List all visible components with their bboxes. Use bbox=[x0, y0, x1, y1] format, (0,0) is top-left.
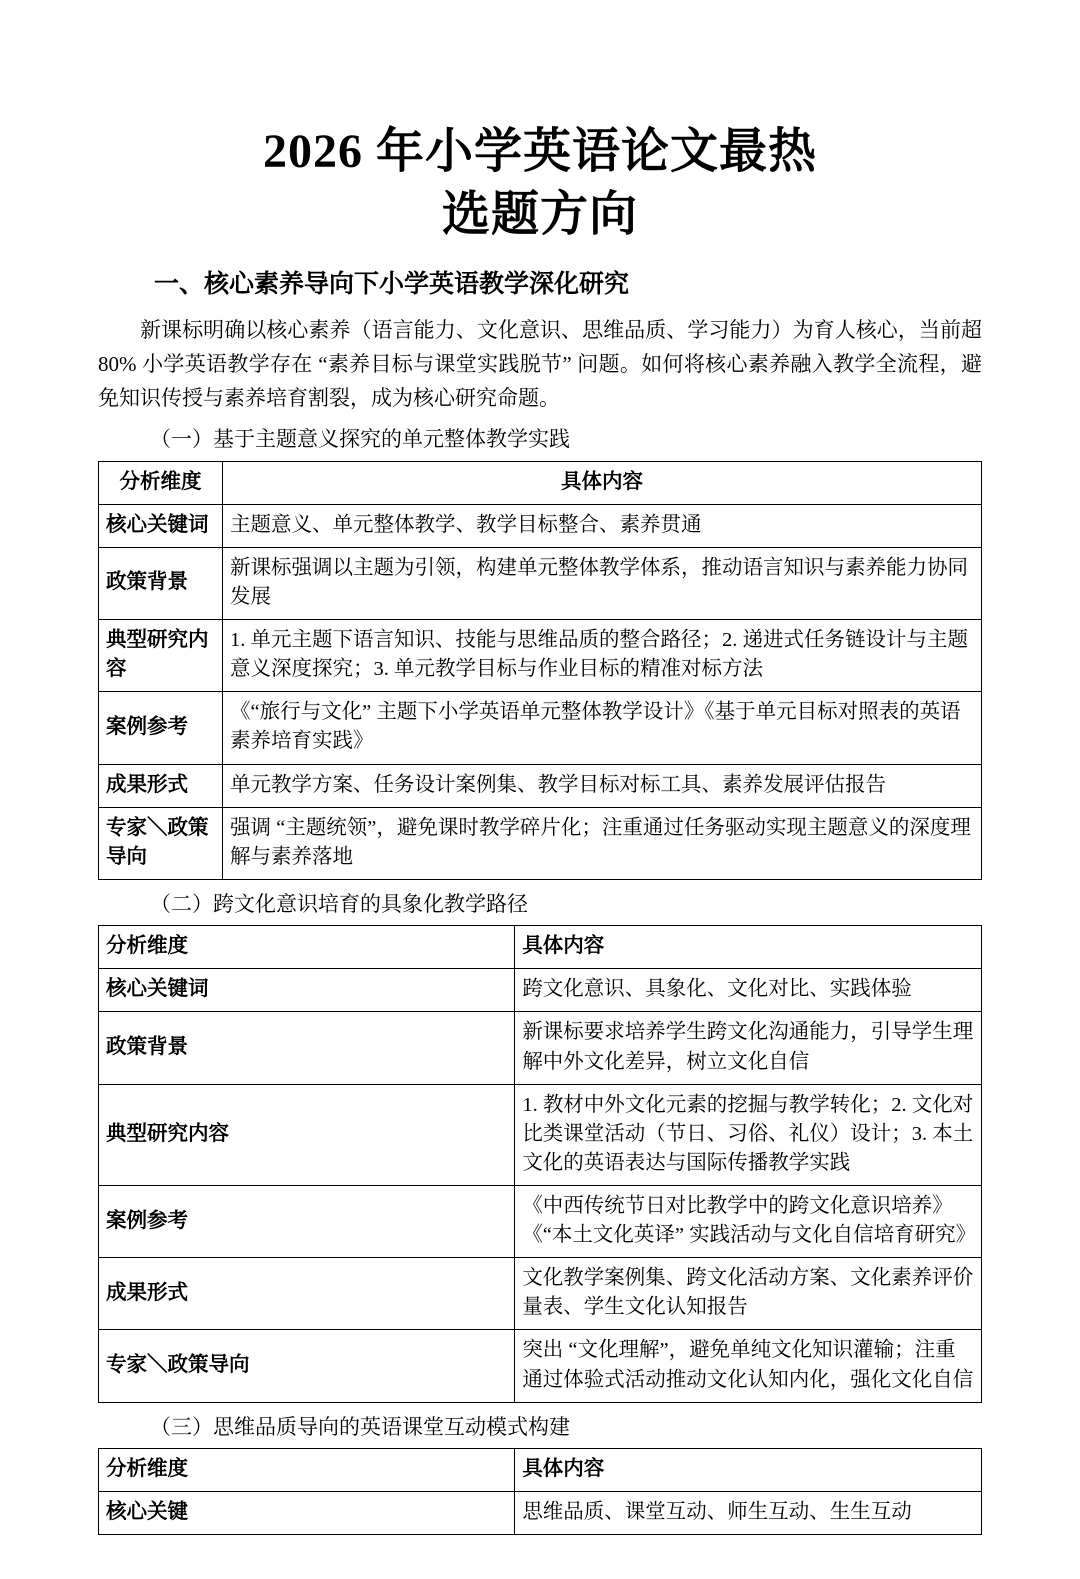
row-label: 核心关键 bbox=[99, 1492, 515, 1535]
table-row bbox=[99, 1084, 982, 1185]
table-header-content: 具体内容 bbox=[223, 461, 982, 504]
row-value: 思维品质、课堂互动、师生互动、生生互动 bbox=[515, 1492, 982, 1535]
row-value: 1. 教材中外文化元素的挖掘与教学转化；2. 文化对比类课堂活动（节日、习俗、礼仪）设计；3. 本土文化的英语表达与国际传播教学实践 bbox=[515, 1084, 982, 1185]
row-value: 跨文化意识、具象化、文化对比、实践体验 bbox=[515, 969, 982, 1012]
table-subsection-2 bbox=[98, 925, 982, 1402]
table-subsection-3 bbox=[98, 1448, 982, 1535]
row-value: 《中西传统节日对比教学中的跨文化意识培养》《“本土文化英译” 实践活动与文化自信培育研究》 bbox=[515, 1186, 982, 1258]
row-label: 成果形式 bbox=[99, 1258, 515, 1330]
row-label: 典型研究内容 bbox=[99, 620, 223, 692]
table-row bbox=[99, 1330, 982, 1402]
row-label: 专家＼政策导向 bbox=[99, 807, 223, 879]
row-value: 单元教学方案、任务设计案例集、教学目标对标工具、素养发展评估报告 bbox=[223, 764, 982, 807]
section-heading-1: 一、核心素养导向下小学英语教学深化研究 bbox=[154, 270, 630, 298]
table-row bbox=[99, 1258, 982, 1330]
table-row bbox=[99, 807, 982, 879]
row-value: 强调 “主题统领”，避免课时教学碎片化；注重通过任务驱动实现主题意义的深度理解与素养落地 bbox=[223, 807, 982, 879]
row-label: 核心关键词 bbox=[99, 969, 515, 1012]
table-row bbox=[99, 620, 982, 692]
row-value: 新课标要求培养学生跨文化沟通能力，引导学生理解中外文化差异，树立文化自信 bbox=[515, 1012, 982, 1084]
table-row bbox=[99, 969, 982, 1012]
table-header-dimension: 分析维度 bbox=[99, 926, 515, 969]
title-line-1: 2026 年小学英语论文最热 bbox=[262, 125, 817, 178]
page-title bbox=[98, 120, 982, 247]
table-subsection-1 bbox=[98, 461, 982, 880]
row-value: 新课标强调以主题为引领，构建单元整体教学体系，推动语言知识与素养能力协同发展 bbox=[223, 547, 982, 619]
table-row bbox=[99, 1492, 982, 1535]
section-1-intro-paragraph: 新课标明确以核心素养（语言能力、文化意识、思维品质、学习能力）为育人核心，当前超 80% 小学英语教学存在 “素养目标与课堂实践脱节” 问题。如何将核心素养融入教学全流程，避免知识传授与素养培育割裂，成为核心研究命题。 bbox=[98, 318, 982, 411]
subsection-heading-2: （二）跨文化意识培育的具象化教学路径 bbox=[150, 891, 528, 916]
table-header-content: 具体内容 bbox=[515, 1449, 982, 1492]
table-row bbox=[99, 764, 982, 807]
table-header-dimension: 分析维度 bbox=[99, 461, 223, 504]
table-row bbox=[99, 926, 982, 969]
table-row bbox=[99, 1186, 982, 1258]
table-row bbox=[99, 461, 982, 504]
row-value: 突出 “文化理解”，避免单纯文化知识灌输；注重通过体验式活动推动文化认知内化，强化文化自信 bbox=[515, 1330, 982, 1402]
row-label: 案例参考 bbox=[99, 692, 223, 764]
subsection-heading-3: （三）思维品质导向的英语课堂互动模式构建 bbox=[150, 1414, 570, 1439]
row-label: 典型研究内容 bbox=[99, 1084, 515, 1185]
table-row bbox=[99, 547, 982, 619]
row-value: 《“旅行与文化” 主题下小学英语单元整体教学设计》《基于单元目标对照表的英语素养培育实践》 bbox=[223, 692, 982, 764]
table-row bbox=[99, 1012, 982, 1084]
table-row bbox=[99, 692, 982, 764]
subsection-heading-1: （一）基于主题意义探究的单元整体教学实践 bbox=[150, 427, 570, 452]
row-label: 专家＼政策导向 bbox=[99, 1330, 515, 1402]
table-row bbox=[99, 504, 982, 547]
row-label: 核心关键词 bbox=[99, 504, 223, 547]
row-value: 1. 单元主题下语言知识、技能与思维品质的整合路径；2. 递进式任务链设计与主题意义深度探究；3. 单元教学目标与作业目标的精准对标方法 bbox=[223, 620, 982, 692]
title-line-2: 选题方向 bbox=[441, 188, 638, 242]
table-row bbox=[99, 1449, 982, 1492]
row-label: 案例参考 bbox=[99, 1186, 515, 1258]
row-value: 主题意义、单元整体教学、教学目标整合、素养贯通 bbox=[223, 504, 982, 547]
row-label: 政策背景 bbox=[99, 1012, 515, 1084]
row-label: 成果形式 bbox=[99, 764, 223, 807]
row-value: 文化教学案例集、跨文化活动方案、文化素养评价量表、学生文化认知报告 bbox=[515, 1258, 982, 1330]
table-header-dimension: 分析维度 bbox=[99, 1449, 515, 1492]
table-header-content: 具体内容 bbox=[515, 926, 982, 969]
row-label: 政策背景 bbox=[99, 547, 223, 619]
